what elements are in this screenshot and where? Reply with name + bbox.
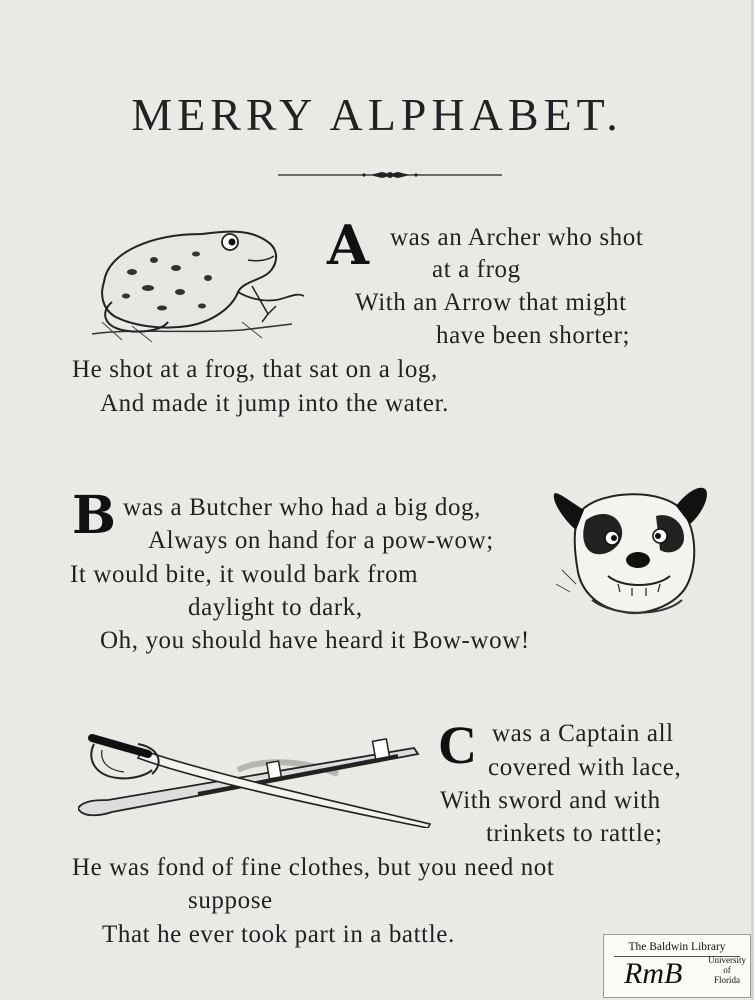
verse-a-line-2: at a frog xyxy=(432,256,521,283)
verse-c-line-5: He was fond of fine clothes, but you need not xyxy=(72,854,555,881)
stamp-institution xyxy=(706,955,748,985)
verse-b-line-1: was a Butcher who had a big dog, xyxy=(123,494,482,521)
verse-b-line-5: Oh, you should have heard it Bow-wow! xyxy=(100,627,530,654)
verse-c-line-6: suppose xyxy=(188,887,273,914)
stamp-header: The Baldwin Library xyxy=(628,941,726,953)
verse-a-line-1: was an Archer who shot xyxy=(390,224,644,251)
verse-c-line-4: trinkets to rattle; xyxy=(486,820,663,847)
verse-c-line-1: was a Captain all xyxy=(492,720,674,747)
stamp-institution-line: Florida xyxy=(714,975,740,985)
verse-c-line-7: That he ever took part in a battle. xyxy=(102,921,455,948)
title-ornament xyxy=(278,168,502,182)
drop-cap-a: A xyxy=(327,213,369,277)
library-stamp xyxy=(603,934,751,998)
stamp-institution-line: University xyxy=(708,955,746,965)
bulldog-illustration xyxy=(552,480,710,620)
verse-c-line-3: With sword and with xyxy=(440,787,661,814)
page-title: MERRY ALPHABET. xyxy=(131,89,623,140)
verse-a-line-6: And made it jump into the water. xyxy=(100,390,449,417)
verse-a-line-3: With an Arrow that might xyxy=(355,289,627,316)
frog-illustration xyxy=(92,222,310,344)
stamp-monogram: RmB xyxy=(624,957,683,990)
crossed-swords-illustration xyxy=(78,730,434,828)
drop-cap-b: B xyxy=(72,485,116,546)
verse-a-line-4: have been shorter; xyxy=(436,322,631,349)
verse-a-line-5: He shot at a frog, that sat on a log, xyxy=(72,356,438,383)
verse-c-line-2: covered with lace, xyxy=(488,754,682,781)
verse-b-line-4: daylight to dark, xyxy=(188,594,363,621)
verse-b-line-2: Always on hand for a pow-wow; xyxy=(148,527,494,554)
verse-b-line-3: It would bite, it would bark from xyxy=(70,561,419,588)
drop-cap-c: C xyxy=(438,715,477,775)
stamp-institution-line: of xyxy=(723,965,731,975)
